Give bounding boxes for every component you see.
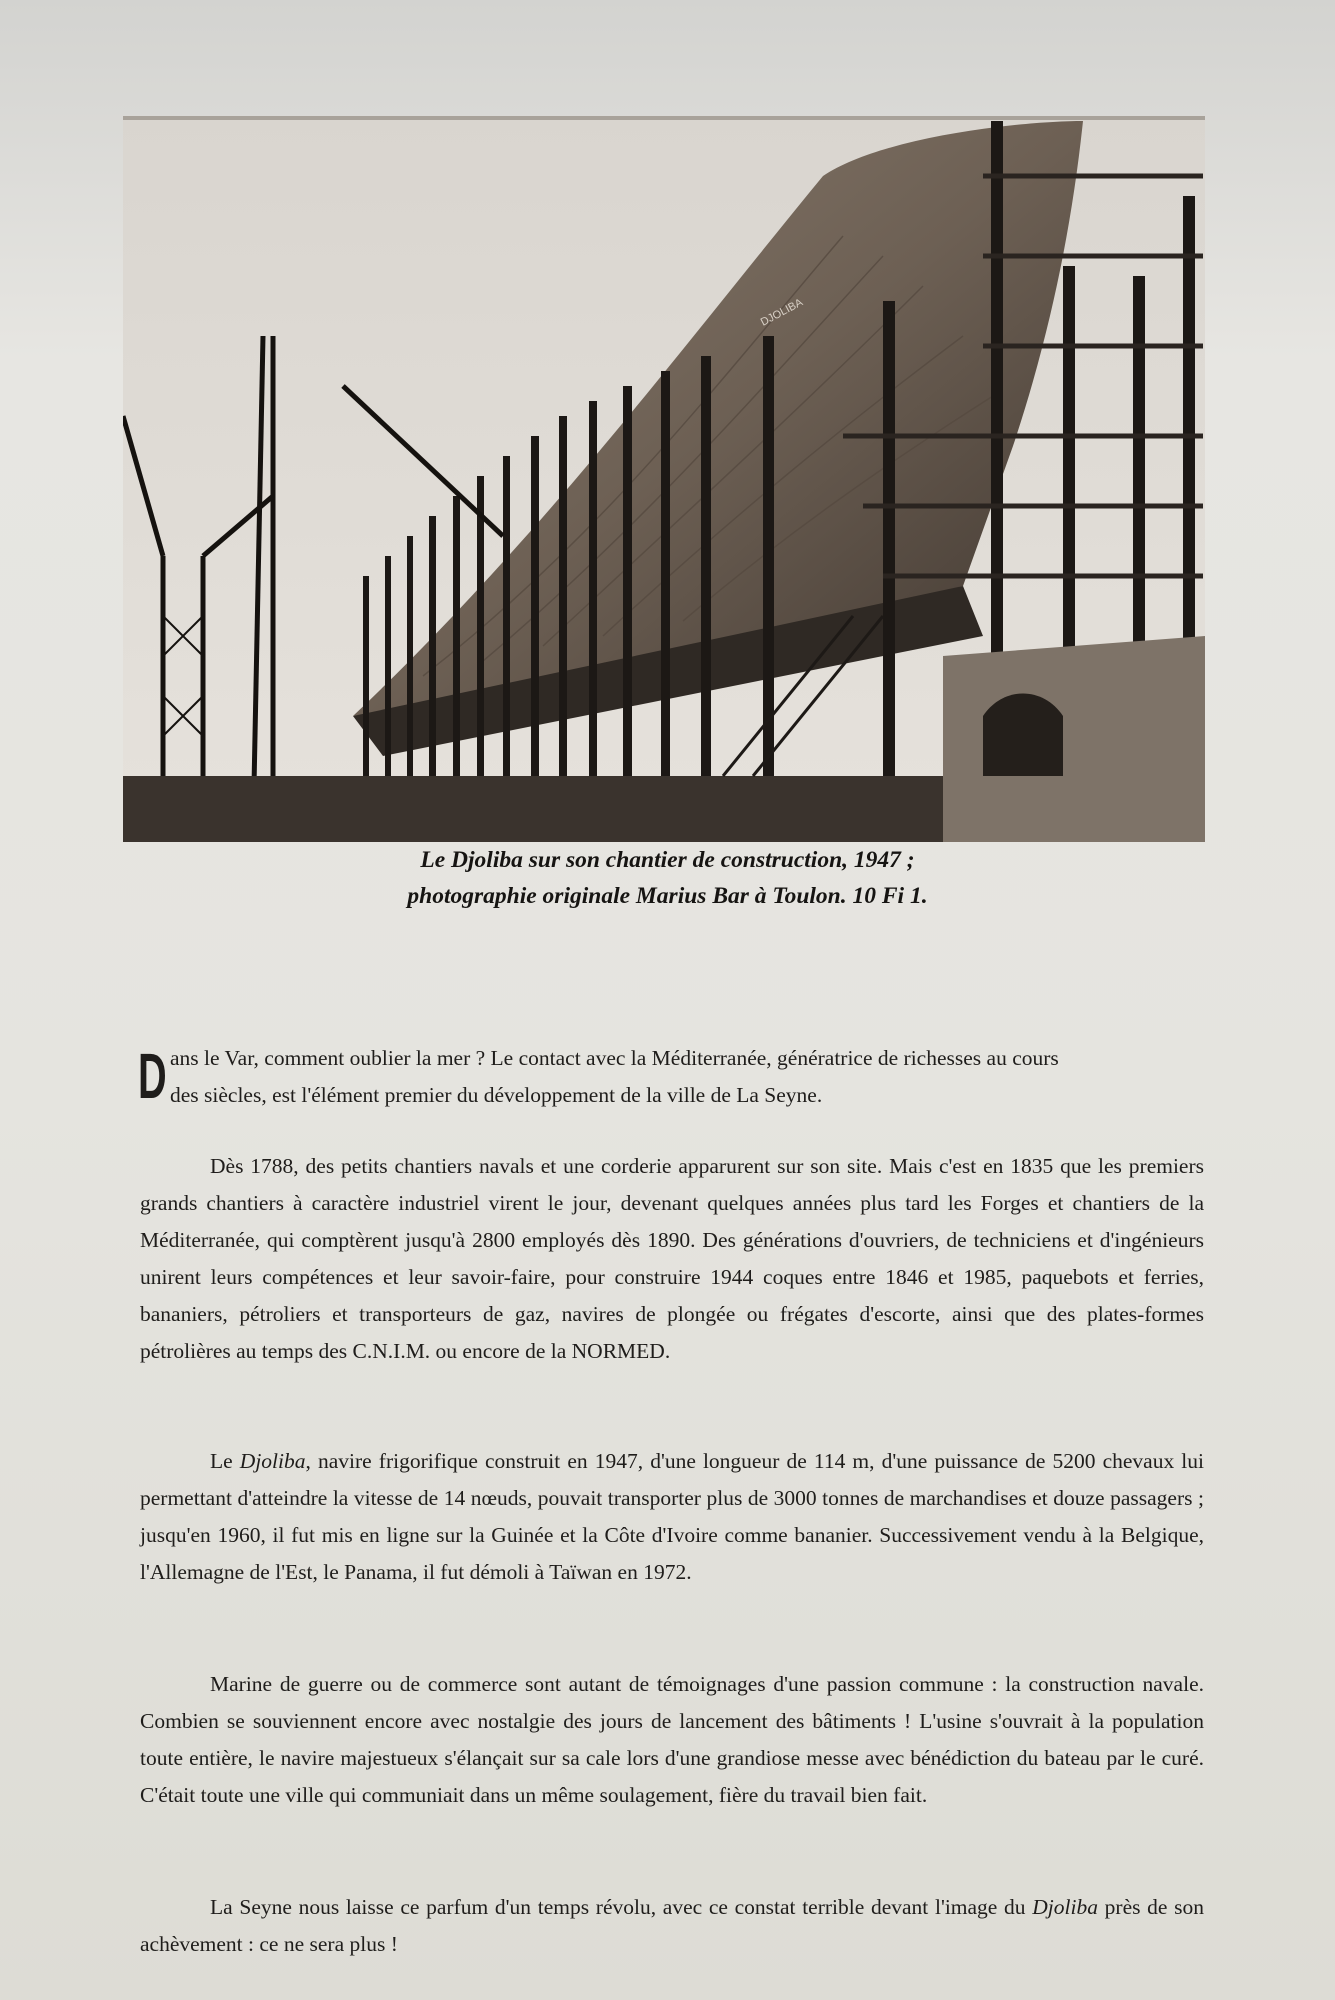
history-text: Dès 1788, des petits chantiers navals et une corderie apparurent sur son site. Mais c'est en 1835 que les premiers grands chantiers à caractère industriel virent le jour, devenant quelques années plus tard les Forges et chantiers de la Méditerranée, qui comptèrent jusqu'à 2800 employés dès 1890. Des générations d'ouvriers, de techniciens et d'ingénieurs unirent leurs compétences et leur savoir-faire, pour construire 1944 coques entre 1846 et 1985, paquebots et ferries, bananiers, pétroliers et transporteurs de gaz, navires de plongée ou frégates d'escorte, ainsi que des plates-formes pétrolières au temps des C.N.I.M. ou encore de la NORMED.	[140, 1154, 1204, 1363]
paragraph-intro	[140, 1040, 1204, 1114]
intro-line-1: ans le Var, comment oublier la mer ? Le contact avec la Méditerranée, génératrice de richesses au cours	[170, 1046, 1059, 1070]
caption-line-2: photographie originale Marius Bar à Toulon. 10 Fi 1.	[407, 883, 928, 909]
closing-tail: près de son achèvement : ce ne sera plus !	[140, 1895, 1205, 1956]
paragraph-djoliba	[140, 1443, 1204, 1591]
ship-name: Djoliba	[239, 1449, 306, 1473]
drop-cap: D	[138, 1040, 167, 1112]
paragraph-launch	[140, 1666, 1204, 1814]
launch-text: Marine de guerre ou de commerce sont autant de témoignages d'une passion commune : la construction navale. Combien se souviennent encore avec nostalgie des jours de lancement des bâtiments ! L'usine s'ouvrait à la population toute entière, le navire majestueux s'élançait sur sa cale lors d'une grandiose messe avec bénédiction du bateau par le curé. C'était toute une ville qui communiait dans un même soulagement, fière du travail bien fait.	[140, 1672, 1204, 1807]
paragraph-history	[140, 1148, 1204, 1370]
closing-lead: La Seyne nous laisse ce parfum d'un temps révolu, avec ce constat terrible devant l'image du	[210, 1895, 1026, 1919]
paragraph-closing	[140, 1889, 1204, 1963]
caption-line-1: Le Djoliba sur son chantier de construction, 1947 ;	[420, 847, 915, 873]
hull-name: DJOLIBA	[758, 296, 805, 329]
intro-line-2: des siècles, est l'élément premier du développement de la ville de La Seyne.	[170, 1083, 823, 1107]
djoliba-lead: Le	[210, 1449, 233, 1473]
closing-ship-name: Djoliba	[1032, 1895, 1098, 1919]
djoliba-text: , navire frigorifique construit en 1947, d'une longueur de 114 m, d'une puissance de 5200 chevaux lui permettant d'atteindre la vitesse de 14 nœuds, pouvait transporter plus de 3000 tonnes de marchandises et douze passagers ; jusqu'en 1960, il fut mis en ligne sur la Guinée et la Côte d'Ivoire comme bananier. Successivement vendu à la Belgique, l'Allemagne de l'Est, le Panama, il fut démoli à Taïwan en 1972.	[140, 1449, 1204, 1584]
shipyard-photograph	[123, 116, 1205, 842]
photo-caption	[180, 842, 1155, 914]
